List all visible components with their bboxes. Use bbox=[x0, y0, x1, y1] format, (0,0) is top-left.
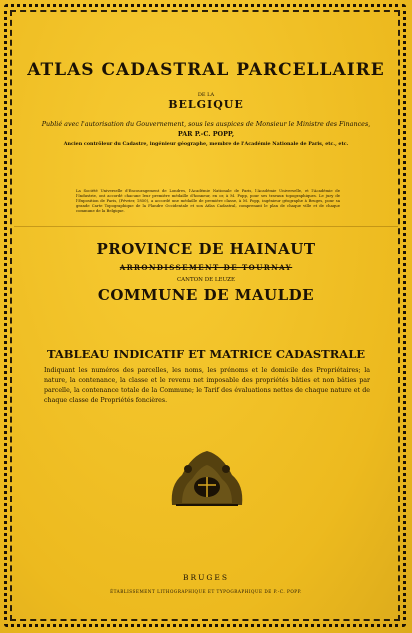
author-line: PAR P.-C. POPP, bbox=[177, 130, 235, 138]
awards-paragraph: La Société Universelle d'Encouragement de Londres, l'Académie Nationale de Paris, l'Académie Universelle, et l'Académie de l'Industrie, ont accordé chacune leur première médaille d'honneur, en or, à M. Popp, pour ses travaux topographiques. Le jury de l'Exposition de Paris, (Février, 1850), a accordé une médaille de première classe, à M. Popp, ingénieur géographe à Bruges, pour sa grande Carte Topographique de la Flandre Occidentale et son Atlas Cadastral, comprenant le plan de chaque ville et de chaque commune de la Belgique. bbox=[76, 188, 340, 213]
tableau-heading: TABLEAU INDICATIF ET MATRICE CADASTRALE bbox=[46, 347, 366, 361]
coat-of-arms-emblem bbox=[162, 445, 252, 513]
tableau-description: Indiquant les numéros des parcelles, les noms, les prénoms et le domicile des Propriétaires; la nature, la contenance, la classe et le revenu net imposable des propriétés bâties et non bâties par parcelle, la contenance totale de la Commune; le Tarif des évaluations nettes de chaque nature et de chaque classe de Propriétés foncières. bbox=[44, 367, 370, 404]
province-title: PROVINCE DE HAINAUT bbox=[96, 240, 316, 258]
publication-note: Publié avec l'autorisation du Gouvernement, sous les auspices de Monsieur le Ministre des Finances, bbox=[41, 120, 371, 128]
atlas-title: ATLAS CADASTRAL PARCELLAIRE bbox=[27, 60, 385, 80]
commune-title: COMMUNE DE MAULDE bbox=[97, 286, 315, 304]
author-credentials: Ancien contrôleur du Cadastre, ingénieur géographe, membre de l'Académie Nationale de Paris, etc., etc. bbox=[63, 141, 349, 147]
fold-line bbox=[14, 226, 398, 227]
arrondissement-line: ARRONDISSEMENT DE TOURNAY bbox=[119, 263, 293, 272]
printer-imprint: ÉTABLISSEMENT LITHOGRAPHIQUE ET TYPOGRAPHIQUE DE P.-C. POPP. bbox=[110, 589, 302, 594]
city-imprint: BRUGES bbox=[182, 573, 230, 582]
de-la-text: DE LA bbox=[197, 92, 215, 98]
country-title: BELGIQUE bbox=[168, 98, 244, 111]
canton-line: CANTON DE LEUZE bbox=[176, 277, 236, 283]
